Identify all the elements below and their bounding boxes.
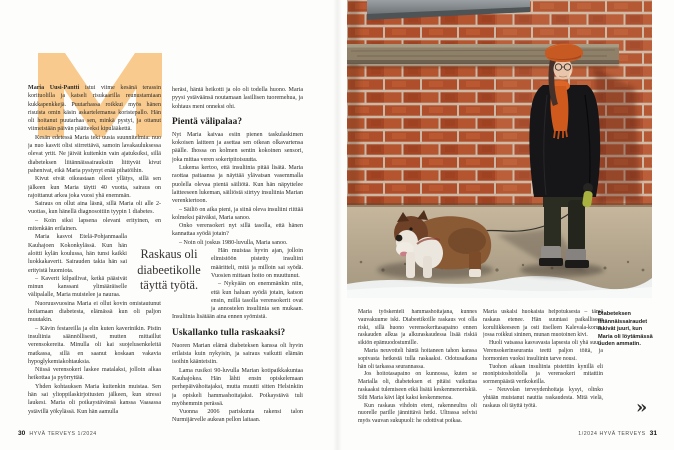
paragraph: – Kaverit kilpailivat, ketkä pääsivät minun kanssani ylimääräiselle välipalalle, Maria muistelee ja nauraa. (28, 275, 127, 299)
paragraph: Maria kasvoi Etelä-Pohjanmaalla Kauhajoen Kokonkylässä. Kun hän aloitti kylän koulussa, hän tunsi kaikki luokkakaverit. Sairauden takia hän sai erityistä huomiota. (28, 233, 161, 274)
page-number: 31 (649, 430, 657, 437)
paragraph: Kesän edetessä Maria teki uusia suunnitelmia: nuo ja nuo kasvit olisi siirrettävä, samoin lavakauluksessa olevat yrtit. Ne jäivät kuitenkin vain ajatuksiksi, sillä diabeteksen liitännäissairauksiin liittyvät kivut pahenivat, eikä Maria pystynyt enää pihatöihin. (28, 134, 161, 174)
paragraph: Maria työskenteli hammashoitajana, kunnes vauvakuume iski. Diabeetikoille raskaus voi olla riski, sillä huono verensokeritasapaino ennen raskauden alkua ja alkuraskaudessa lisää riskiä sikiön epämuodostumille. (358, 309, 477, 347)
right-page-footer (578, 430, 657, 437)
paragraph: Nyt Maria kaivaa esiin pienen taskulaskimen kokoisen laitteen ja asettaa sen oikean olkavartensa päälle. Ihossa on kolmen sentin kokoinen sensori, joka mittaa veren sokeripitoisuutta. (172, 131, 303, 163)
paragraph: Maria neuvotteli häntä hoitaneen tahon kanssa sopivasta hetkestä tulla raskaaksi. Odotusaikana hän oli tarkassa seurannassa. (358, 347, 477, 370)
paragraph: Yhden kohtauksen Maria kuitenkin muistaa. Sen hän sai ylioppilaskirjoitusten jälkeen, kun stressi laukesi. Maria oli poikaystävänsä kanssa Vaasassa ystävillä yökylässä. Kun hän aamulla (28, 383, 161, 415)
right-column-1 (358, 309, 477, 431)
page-fold (333, 0, 342, 450)
paragraph: Hän muistaa hyvin ajan, jolloin elimistöön pistetty insuliini määritteli, mitä ja milloin sai syödä. Vuosien mittaan hoito on muuttunut. (172, 247, 303, 280)
pull-quote: Raskaus oli diabeetikolle täyttä työtä. (129, 247, 209, 294)
person-name: Maria Uusi-Pantti (28, 85, 80, 91)
paragraph: Nuoren Marian elämä diabeteksen kanssa oli hyvin erilaista kuin nykyisin, ja sairaus vaikutti elämän isoihin käänteisiin. (172, 342, 303, 366)
paragraph: Onko verensokeri nyt sillä tasolla, että hänen kannattaa syödä jotain? (172, 223, 303, 238)
photo-maria-and-bulldog (347, 0, 652, 298)
paragraph: – Noin oli joskus 1980-luvulla, Maria sanoo. (179, 239, 288, 246)
photo-caption: Diabeteksen liitännäissairaudet iskivät juuri, kun Maria oli löytämässä uuden ammatin. (598, 311, 653, 347)
left-page-footer (18, 430, 97, 437)
paragraph: Kivut eivät oikeastaan olleet yllätys, sillä sen jälkeen kun Maria täytti 40 vuotta, sairaus on rajoittanut arkea joka vuosi yhä enemmän. (28, 176, 161, 199)
page-number: 30 (18, 430, 26, 437)
paragraph: Nuoruusvuosina Maria ei ollut kovin omistautunut hoitamaan diabetesta, elämässä kun oli paljon muutakin. (28, 300, 161, 324)
paragraph: – Koin siksi lapsena olevani erityinen, en mitenkään erilainen. (28, 217, 161, 233)
paragraph: – Säiliö on aika pieni, ja siinä oleva insuliini riittää kolmeksi päiväksi, Maria sanoo. (172, 206, 303, 221)
paragraph: Jos hoitotasapaino on kunnossa, kuten se Marialla oli, diabeteksen ei pitäisi vaikuttaa raskaaksi tulemiseen eikä lisätä keskenmenoriskiä. Silti Maria kävi läpi kaksi keskenmenoa. (358, 371, 477, 401)
paragraph: Sairaus on ollut aina läsnä, sillä Maria oli alle 2-vuotias, kun hänellä diagnosoitiin tyypin 1 diabetes. (28, 201, 161, 216)
magazine-name: HYVÄ TERVEYS 1/2024 (29, 431, 97, 437)
continuation-mark-icon: » (636, 397, 648, 418)
paragraph: Tuohon aikaan insuliinia pistettiin kynillä eli monipistoshoidolla ja verensokeri mitattiin sormenpäästä verikokeilla. (483, 363, 603, 386)
paragraph: Niissä verensokeri laskee matalaksi, jolloin alkaa heikottaa ja pyörryttää. (28, 367, 161, 382)
paragraph: Vuonna 2006 pariskunta rakensi talon Nurmijärvelle aukean pellon laitaan. (172, 409, 303, 424)
right-column-2 (483, 309, 603, 431)
paragraph: Huoli vatsassa kasvavasta lapsesta oli yhä suuri. Verensokerinseuranta teetti paljon töitä, ja hormonien vuoksi insuliinin tarve nousi. (483, 340, 603, 362)
intro-paragraph: Maria Uusi-Pantti istui viime kesänä terassin korituolilla ja katseli risukaarilla reunustamiaan kukkapenkkejä. Puutarhassa roikkui myös hänen risuista omin käsin askartelemansa koristepallo. Hän oli hoitanut puutarhaa sen, minkä pystyi, ja ottanut viimeistään päivän päätteeksi kipulääkettä. (28, 85, 161, 133)
paragraph: Maria uskalsi huokaista helpotuksesta – tämä raskaus etenee. Hän suuntasi paikalliseen koruliikkeeseen ja osti itselleen Kalevala-korun, jossa roikkui sininen, munan muotoinen kivi. (483, 309, 603, 339)
paragraph: – Nykyään on enemmänkin niin, että kun haluan syödä jotain, katson ensin, millä tasolla verensokerit ovat ja annostelen insuliinia sen mukaan. Insuliinia lisätään aina ennen syömistä. (172, 281, 303, 321)
ground (347, 203, 652, 298)
paragraph: – Neuvolan terveydenhoitaja kysyi, olinko yhtään muistanut nauttia raskaudesta. Mitä vielä, raskaus oli täyttä työtä. (483, 386, 603, 409)
paragraph: heräsi, häntä heikotti ja olo oli todella huono. Maria pyysi ystäväänsä noutamaan lasillisen tuoremehua, ja kohtaus meni onneksi ohi. (172, 87, 303, 110)
magazine-name: 1/2024 HYVÄ TERVEYS (578, 431, 646, 437)
paragraph: – Kävin festareilla ja elin kuten kaverinikin. Pistin insuliinia säännöllisesti, mutten mittaillut verensokereita. Minulla oli kai suojelusenkeleitä matkassa, sillä en saanut koskaan vakavia hypoglykemiakohtauksia. (28, 325, 161, 365)
paragraph: Kun raskaus vihdoin eteni, rakenneultra oli nuorelle parille jännittävä hetki. Ultrassa selvisi myös vauvan sukupuoli: he odottivat poikaa. (358, 402, 477, 425)
paragraph: Lama rusikoi 90-luvulla Marian kotipaikkakuntaa Kauhajokea. Hän lähti ensin opiskelemaan perhepäivähoitajaksi, mutta muutti sitten Helsinkiin ja opiskeli hammashoitajaksi. Poikaystävä tuli myöhemmin perässä. (172, 367, 303, 407)
section-heading: Uskallanko tulla raskaaksi? (172, 327, 286, 338)
paragraph: Lukema kertoo, että insuliinia pitää lisätä. Maria raottaa paitaansa ja näyttää ylävatsan vasemmalla puolella olevaa pientä säiliötä. Kun hän näpyttelee laitteeseen lukeman, säiliöstä siirtyy insuliinia Marian verenkiertoon. (172, 165, 303, 205)
section-heading: Pientä välipalaa? (172, 116, 243, 127)
